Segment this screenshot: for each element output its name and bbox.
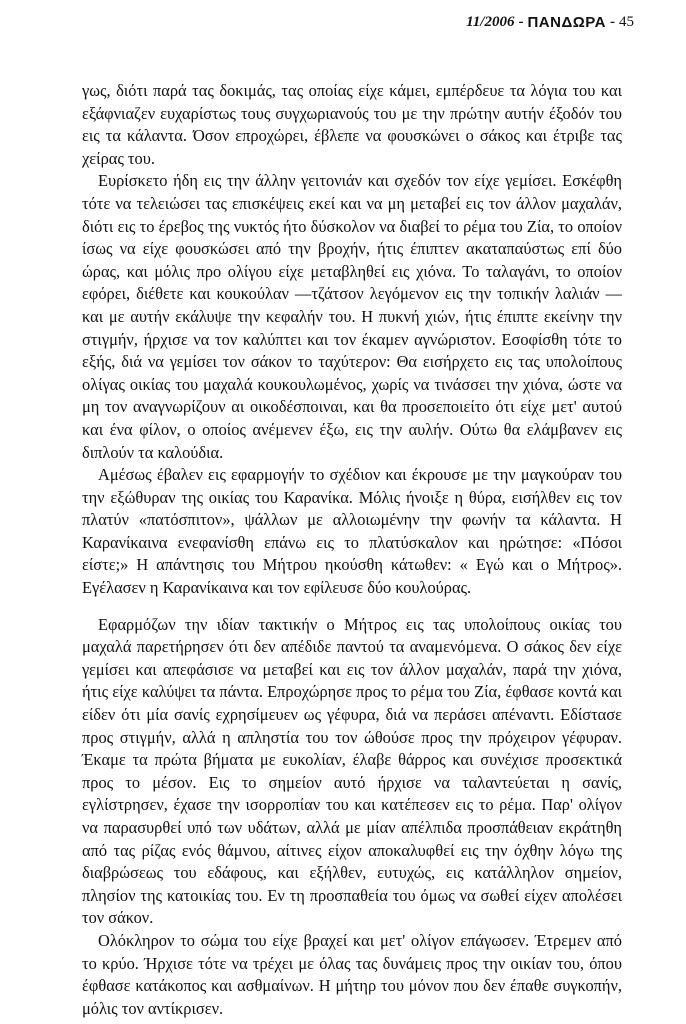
- running-header: [466, 14, 634, 31]
- issue-date: 11/2006: [466, 14, 515, 30]
- journal-title: ΠΑΝΔΩΡΑ: [527, 14, 606, 31]
- paragraph: Εφαρμόζων την ιδίαν τακτικήν ο Μήτρος εις τας υπολοίπους οικίας του μαχαλά παρετήρησεν ότι δεν απέδιδε παντού τα αναμενόμενα. Ο σάκος δεν είχε γεμίσει και απεφάσισε να μεταβεί και εις τον άλλον μαχαλάν, παρά την χιόνα, ήτις είχε καλύψει τα πάντα. Επροχώρησε προς το ρέμα του Ζία, έφθασε κοντά και είδεν ότι μία σανίς εχρησίμευεν ως γέφυρα, διά να περάσει απέναντι. Εδίστασε προς στιγμήν, αλλά η απληστία του τον ώθούσε προς την πρόχειρον γέφυραν. Έκαμε τα πρώτα βήματα με ευκολίαν, έλαβε θάρρος και συνέχισε προσεκτικά προς το μέσον. Εις το σημείον αυτό ήρχισε να ταλαντεύεται η σανίς, εγλίστρησεν, έχασε την ισορροπίαν του και κατέπεσεν εις το ρέμα. Παρ' ολίγον να παρασυρθεί υπό των υδάτων, αλλά με μίαν απέλπιδα προσπάθειαν εκράτηθη από τας ρίζας ενός θάμνου, αίτινες είχον αποκαλυφθεί εις την όχθην λόγω της διαβρώσεως του εδάφους, και εξήλθεν, ευτυχώς, εις κατάλληλον σημείον, πλησίον της κατοικίας του. Εν τη προσπαθεία του όμως να σωθεί είχεν απολέσει τον σάκον.: [82, 614, 622, 928]
- body-text: [82, 80, 622, 1020]
- header-separator: -: [610, 14, 615, 30]
- header-separator: -: [518, 14, 524, 30]
- paragraph: Αμέσως έβαλεν εις εφαρμογήν το σχέδιον και έκρουσε με την μαγκούραν του την εξώθυραν της οικίας του Καρανίκα. Μόλις ήνοιξε η θύρα, εισήλθεν εις τον πλατύν «πατόσπιτον», ψάλλων με αλλοιωμένην την φωνήν τα κάλαντα. Η Καρανίκαινα ενεφανίσθη επάνω εις το πλατύσκαλον και ηρώτησε: «Πόσοι είστε;» Η απάντησις του Μήτρου ηκούσθη κάτωθεν: « Εγώ και ο Μήτρος». Εγέλασεν η Καρανίκαινα και τον εφίλευσε δύο κουλούρας.: [82, 465, 622, 598]
- paragraph-continuation: γως, διότι παρά τας δοκιμάς, τας οποίας είχε κάμει, εμπέρδευε τα λόγια του και εξάφνιαζεν ευχαρίστως τους συγχωριανούς του με την πρώτην αυτήν έξοδόν του εις τα κάλαντα. Όσον επροχώρει, έβλεπε να φουσκώνει ο σάκος και έτριβε τας χείρας του.: [82, 81, 622, 168]
- paragraph: Ευρίσκετο ήδη εις την άλλην γειτονιάν και σχεδόν τον είχε γεμίσει. Εσκέφθη τότε να τελειώσει τας επισκέψεις εκεί και να μη μεταβεί εις τον άλλον μαχαλάν, διότι εις το έρεβος της νυκτός ήτο δύσκολον να διαβεί το ρέμα του Ζία, το οποίον ίσως να είχε φουσκώσει από την βροχήν, ήτις έπιπτεν ακαταπαύστως επί δύο ώρας, και μόλις προ ολίγου είχε μεταβληθεί εις χιόνα. Το ταλαγάνι, το οποίον εφόρει, διέθετε και κουκούλαν —τζάτσον λεγόμενον εις την τοπικήν λαλιάν —και με αυτήν εκάλυψε την κεφαλήν του. Η πυκνή χιών, ήτις έπιπτε εκείνην την στιγμήν, ήρχισε να τον καλύπτει και τον έκαμεν αγνώριστον. Εσοφίσθη τότε το εξής, διά να γεμίσει τον σάκον το ταχύτερον: Θα εισήρχετο εις τας υπολοίπους ολίγας οικίας του μαχαλά κουκουλωμένος, χωρίς να τινάσσει την χιόνα, ώστε να μη τον αναγνωρίζουν αι οικοδέσποιναι, και θα προσεποιείτο ότι είχε μετ' αυτού και ένα φίλον, ο οποίος ανέμενεν έξω, εις την αυλήν. Ούτω θα ελάμβανεν εις διπλούν τα καλούδια.: [82, 171, 622, 462]
- page-number: 45: [619, 14, 634, 30]
- paragraph: Ολόκληρον το σώμα του είχε βραχεί και μετ' ολίγον επάγωσεν. Έτρεμεν από το κρύο. Ήρχισε τότε να τρέχει με όλας τας δυνάμεις προς την οικίαν του, όπου έφθασε κατάκοπος και ασθμαίνων. Η μήτηρ του μόνον που δεν έπαθε συγκοπήν, μόλις τον αντίκρισεν.: [82, 930, 622, 1018]
